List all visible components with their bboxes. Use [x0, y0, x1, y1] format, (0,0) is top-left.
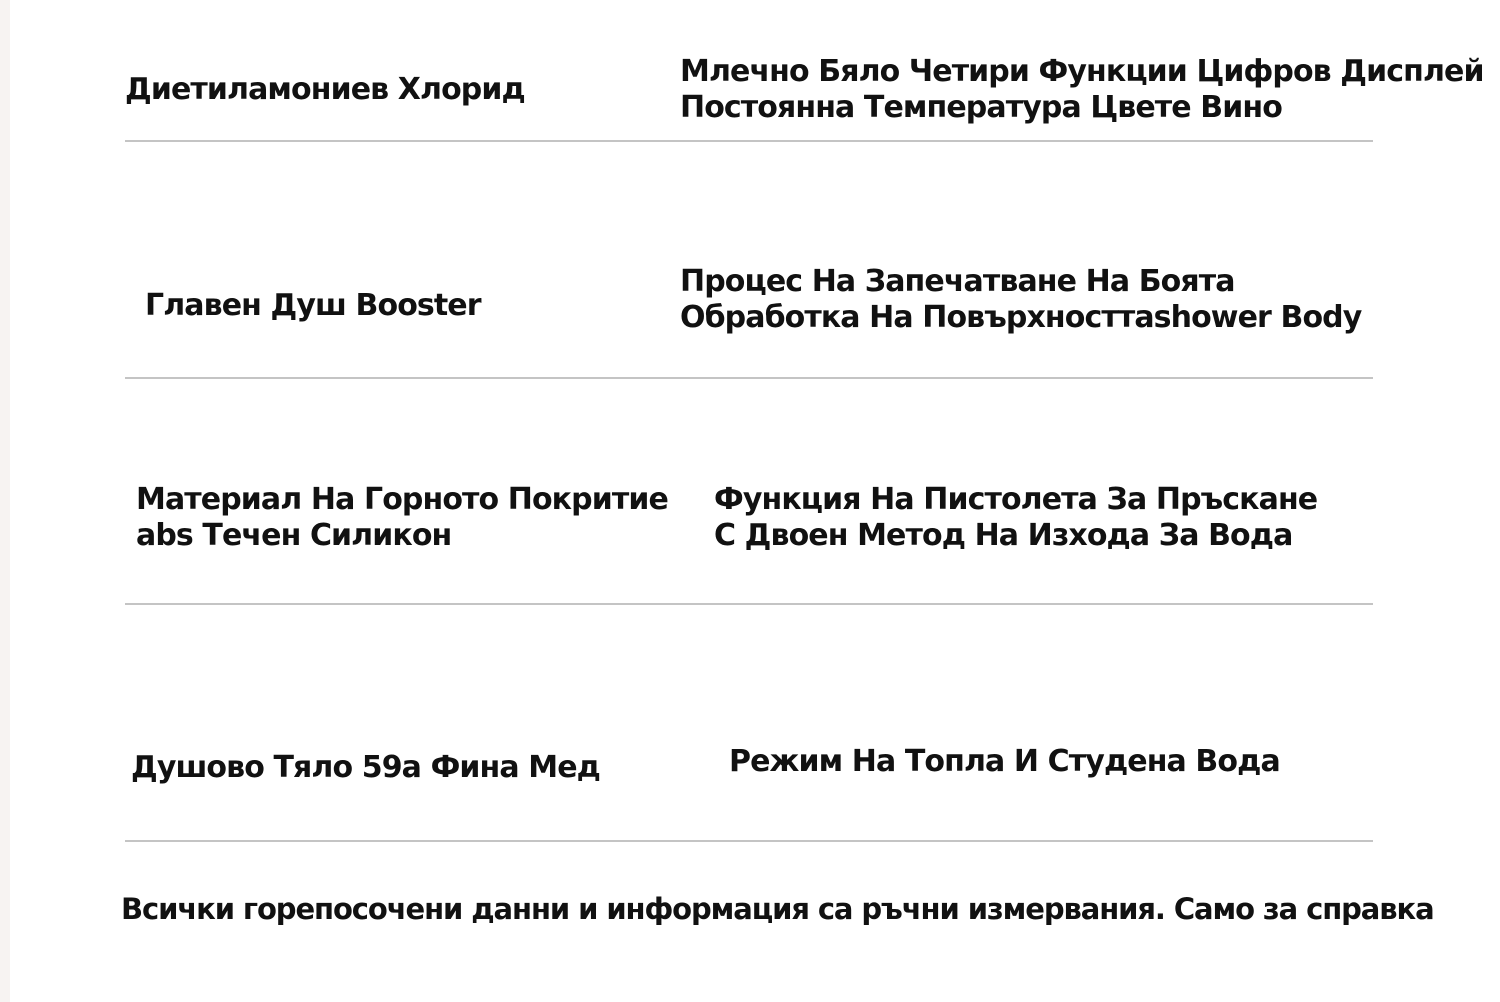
spec-row-4-right: [729, 744, 1280, 780]
spec-text: Главен Душ Booster: [145, 288, 481, 323]
spec-text: Режим На Топла И Студена Вода: [729, 744, 1280, 779]
spec-text: Материал На Горното Покритие: [136, 482, 668, 517]
spec-text: Постоянна Температура Цвете Вино: [680, 90, 1282, 125]
row-divider: [125, 140, 1373, 142]
spec-text: Диетиламониев Хлорид: [125, 72, 525, 107]
row-divider: [125, 603, 1373, 605]
spec-text: Душово Тяло 59а Фина Мед: [131, 750, 600, 785]
spec-text: abs Течен Силикон: [136, 518, 452, 553]
row-divider: [125, 840, 1373, 842]
row-divider: [125, 377, 1373, 379]
spec-row-4-left: [131, 750, 600, 786]
spec-row-3-right: [714, 482, 1317, 554]
spec-text: Обработка На Повърхносттаshower Body: [680, 300, 1362, 335]
left-edge-strip: [0, 0, 10, 1002]
disclaimer-note: Всички горепосочени данни и информация са ръчни измервания. Само за справка: [121, 892, 1434, 926]
spec-text: С Двоен Метод На Изхода За Вода: [714, 518, 1293, 553]
spec-row-3-left: [136, 482, 668, 554]
spec-row-2-right: [680, 264, 1361, 336]
spec-row-1-left: [125, 72, 525, 108]
spec-row-1-right: [680, 54, 1484, 126]
spec-row-2-left: [145, 288, 481, 324]
spec-text: Функция На Пистолета За Пръскане: [714, 482, 1318, 517]
spec-text: Процес На Запечатване На Боята: [680, 264, 1235, 299]
spec-text: Млечно Бяло Четири Функции Цифров Дисплей: [680, 54, 1484, 89]
